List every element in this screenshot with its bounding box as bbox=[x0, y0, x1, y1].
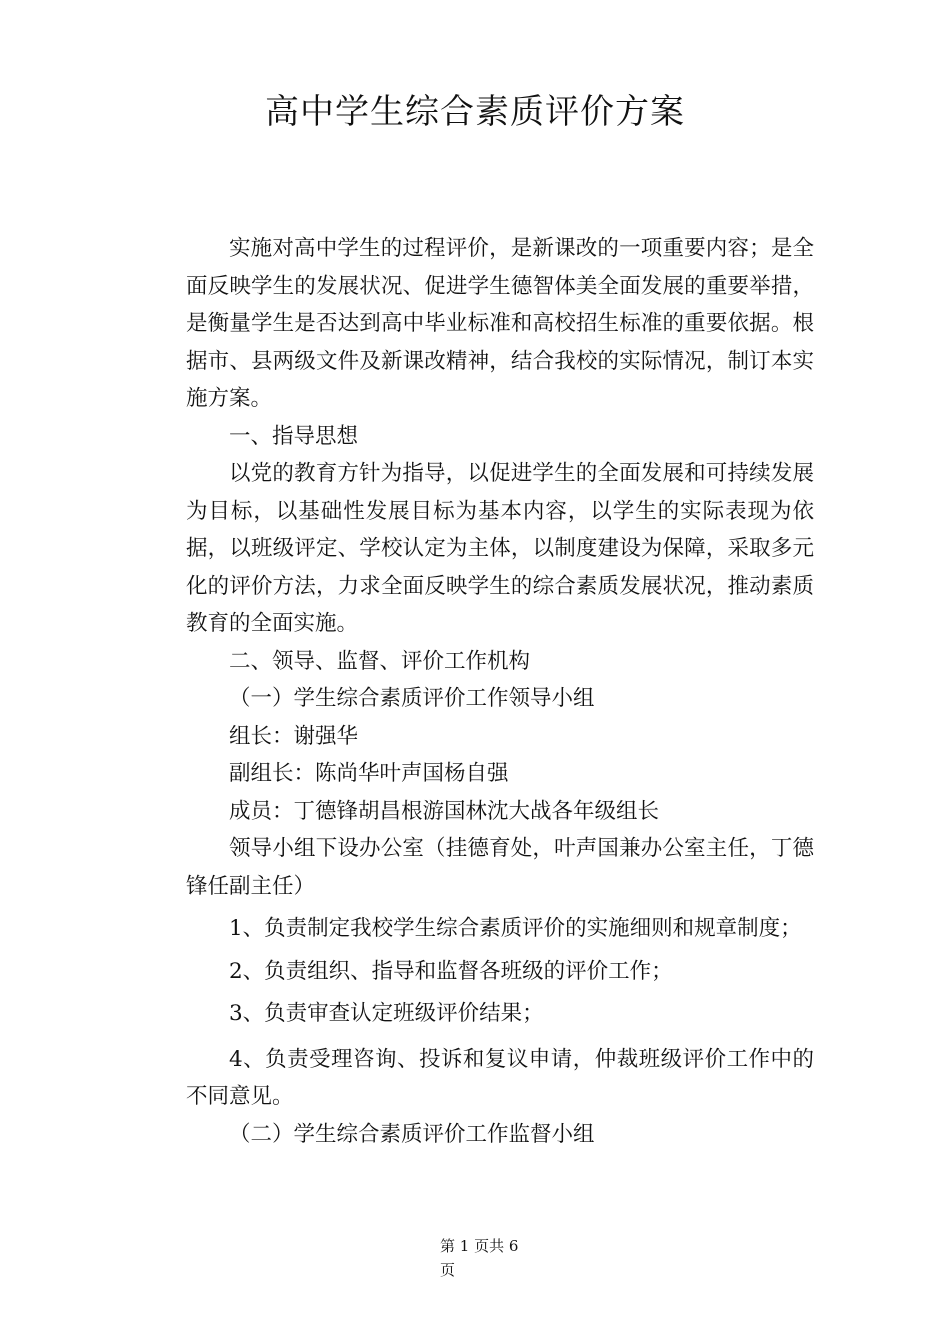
paragraph-deputy-leaders: 副组长：陈尚华叶声国杨自强 bbox=[229, 761, 509, 786]
page-number-line-2: 页 bbox=[440, 1261, 456, 1279]
subsection-heading-supervision-group: （二）学生综合素质评价工作监督小组 bbox=[229, 1121, 595, 1147]
section-heading-organization: 二、领导、监督、评价工作机构 bbox=[229, 648, 531, 674]
list-item-duty-4: 4、负责受理咨询、投诉和复议申请，仲裁班级评价工作中的不同意见。 bbox=[186, 1046, 814, 1109]
paragraph-guiding-thought: 以党的教育方针为指导，以促进学生的全面发展和可持续发展为目标，以基础性发展目标为基本内容，以学生的实际表现为依据，以班级评定、学校认定为主体，以制度建设为保障，采取多元化的评价方法，力求全面反映学生的综合素质发展状况，推动素质教育的全面实施。 bbox=[186, 461, 814, 636]
document-title: 高中学生综合素质评价方案 bbox=[265, 92, 685, 132]
paragraph-members: 成员：丁德锋胡昌根游国林沈大战各年级组长 bbox=[229, 798, 660, 824]
paragraph-group-leader: 组长：谢强华 bbox=[229, 723, 359, 749]
page-number-footer bbox=[440, 1234, 550, 1282]
subsection-heading-leadership-group: （一）学生综合素质评价工作领导小组 bbox=[229, 686, 595, 711]
section-heading-guiding-thought: 一、指导思想 bbox=[229, 423, 359, 449]
list-item-duty-3: 3、负责审查认定班级评价结果； bbox=[229, 1001, 544, 1026]
list-item-duty-2: 2、负责组织、指导和监督各班级的评价工作； bbox=[229, 958, 673, 984]
paragraph-office: 领导小组下设办公室（挂德育处，叶声国兼办公室主任，丁德锋任副主任） bbox=[186, 836, 814, 899]
document-body bbox=[186, 230, 814, 1153]
paragraph-intro: 实施对高中学生的过程评价，是新课改的一项重要内容；是全面反映学生的发展状况、促进学生德智体美全面发展的重要举措，是衡量学生是否达到高中毕业标准和高校招生标准的重要依据。根据市、县两级文件及新课改精神，结合我校的实际情况，制订本实施方案。 bbox=[186, 236, 814, 411]
list-item-duty-1: 1、负责制定我校学生综合素质评价的实施细则和规章制度； bbox=[229, 916, 802, 941]
page-number-line-1: 第 1 页共 6 bbox=[440, 1237, 519, 1255]
